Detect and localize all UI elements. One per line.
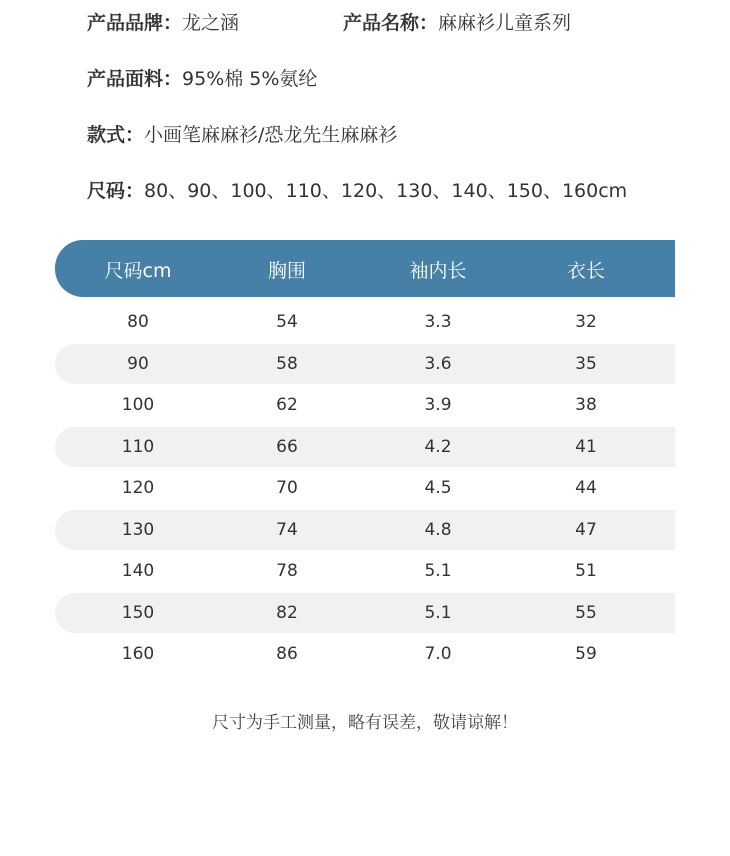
cell-length: 44 <box>575 478 597 498</box>
cell-length: 32 <box>575 312 597 332</box>
cell-chest: 86 <box>276 644 298 664</box>
sizes-line <box>87 177 627 205</box>
table-row <box>55 468 675 508</box>
cell-size: 120 <box>121 478 155 498</box>
table-row <box>55 385 675 425</box>
cell-size: 100 <box>121 395 155 415</box>
brand-value: 龙之涵 <box>182 12 240 34</box>
cell-sleeve: 4.5 <box>424 478 452 498</box>
cell-sleeve: 3.9 <box>424 395 452 415</box>
product-name-label: 产品名称： <box>343 12 439 34</box>
cell-size: 140 <box>121 561 155 581</box>
cell-length: 35 <box>575 353 597 374</box>
cell-length: 38 <box>575 395 597 415</box>
cell-length: 47 <box>575 519 597 540</box>
table-body <box>55 302 675 674</box>
table-row <box>55 302 675 342</box>
cell-chest: 78 <box>276 561 298 581</box>
cell-sleeve: 3.3 <box>424 312 452 332</box>
cell-size: 110 <box>121 436 155 457</box>
table-row <box>55 634 675 674</box>
cell-chest: 54 <box>276 312 298 332</box>
style-value: 小画笔麻麻衫/恐龙先生麻麻衫 <box>144 124 398 146</box>
table-row <box>55 551 675 591</box>
table-header <box>55 240 675 297</box>
product-name-line <box>343 9 571 37</box>
table-row <box>55 593 675 633</box>
header-sleeve: 袖内长 <box>409 260 467 282</box>
cell-length: 55 <box>575 602 597 623</box>
cell-size: 150 <box>121 602 155 623</box>
size-chart-table <box>55 240 675 674</box>
fabric-line <box>87 65 317 93</box>
cell-length: 59 <box>575 644 597 664</box>
brand-line <box>87 9 239 37</box>
cell-size: 90 <box>127 353 149 374</box>
cell-sleeve: 5.1 <box>424 602 452 623</box>
header-size: 尺码cm <box>104 260 172 282</box>
cell-sleeve: 3.6 <box>424 353 452 374</box>
fabric-value: 95%棉 5%氨纶 <box>182 68 318 90</box>
style-label: 款式： <box>87 124 145 146</box>
fabric-label: 产品面料： <box>87 68 183 90</box>
header-length: 衣长 <box>566 260 606 282</box>
cell-chest: 66 <box>276 436 298 457</box>
cell-sleeve: 4.2 <box>424 436 452 457</box>
sizes-label: 尺码： <box>87 180 145 202</box>
header-chest: 胸围 <box>267 260 307 282</box>
cell-chest: 62 <box>276 395 298 415</box>
cell-chest: 58 <box>276 353 298 374</box>
cell-sleeve: 7.0 <box>424 644 452 664</box>
cell-size: 160 <box>121 644 155 664</box>
cell-size: 80 <box>127 312 149 332</box>
style-line <box>87 121 397 149</box>
cell-length: 41 <box>575 436 597 457</box>
cell-size: 130 <box>121 519 155 540</box>
cell-chest: 70 <box>276 478 298 498</box>
cell-chest: 74 <box>276 519 298 540</box>
product-name-value: 麻麻衫儿童系列 <box>438 12 572 34</box>
measurement-note: 尺寸为手工测量，略有误差，敬请谅解！ <box>212 713 518 733</box>
brand-label: 产品品牌： <box>87 12 183 34</box>
cell-sleeve: 5.1 <box>424 561 452 581</box>
cell-sleeve: 4.8 <box>424 519 452 540</box>
table-row <box>55 510 675 550</box>
table-row <box>55 344 675 384</box>
cell-chest: 82 <box>276 602 298 623</box>
sizes-value: 80、90、100、110、120、130、140、150、160cm <box>144 180 628 202</box>
cell-length: 51 <box>575 561 597 581</box>
table-row <box>55 427 675 467</box>
